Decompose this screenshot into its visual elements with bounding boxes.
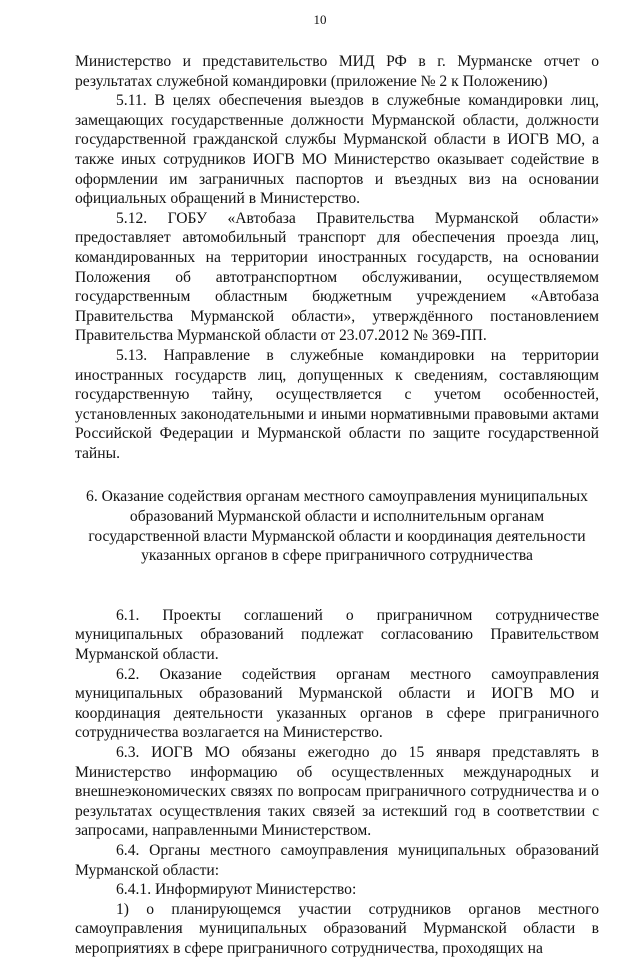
paragraph-6-3: 6.3. ИОГВ МО обязаны ежегодно до 15 января представлять в Министерство информацию об осуществленных международных и внешнеэкономических связях по вопросам приграничного сотрудничества и о результатах осуществления таких связей за истекший год в соответствии с запросами, направленными Министерством.: [75, 744, 599, 840]
paragraph-6-4-1-item-1: 1) о планирующемся участии сотрудников органов местного самоуправления муниципальных образований Мурманской области в мероприятиях в сфере приграничного сотрудничества, проходящих на: [75, 900, 599, 957]
document-body: [75, 52, 599, 959]
paragraph-6-4: 6.4. Органы местного самоуправления муниципальных образований Мурманской области:: [75, 841, 599, 879]
paragraph-5-11: 5.11. В целях обеспечения выездов в служебные командировки лиц, замещающих государственные должности Мурманской области, должности государственной гражданской службы Мурманской области в ИОГВ МО, а также иных сотрудников ИОГВ МО Министерство оказывает содействие в оформлении им заграничных паспортов и въездных виз на основании официальных обращений в Министерство.: [75, 92, 599, 208]
section-heading: 6. Оказание содействия органам местного самоуправления муниципальных образований Мурманской области и исполнительным органам государственной власти Мурманской области и координация деятельности указанных органов в сфере приграничного сотрудничества: [86, 488, 588, 565]
paragraph-5-13: 5.13. Направление в служебные командировки на территории иностранных государств лиц, допущенных к сведениям, составляющим государственную тайну, осуществляется с учетом особенностей, установленных законодательными и иными нормативными правовыми актами Российской Федерации и Мурманской области по защите государственной тайны.: [75, 346, 599, 462]
paragraph-6-1: 6.1. Проекты соглашений о приграничном сотрудничестве муниципальных образований подлежат согласованию Правительством Мурманской области.: [75, 606, 599, 664]
paragraph-continuation: Министерство и представительство МИД РФ в г. Мурманске отчет о результатах служебной командировки (приложение № 2 к Положению): [75, 53, 599, 90]
paragraph-6-2: 6.2. Оказание содействия органам местного самоуправления муниципальных образований Мурманской области и ИОГВ МО и координация деятельности указанных органов в сфере приграничного сотрудничества возлагается на Министерство.: [75, 665, 599, 742]
paragraph-5-12: 5.12. ГОБУ «Автобаза Правительства Мурманской области» предоставляет автомобильный транспорт для обеспечения проезда лиц, командированных на территории иностранных государств, на основании Положения об автотранспортном обслуживании, осуществляемом государственным областным бюджетным учреждением «Автобаза Правительства Мурманской области», утверждённого постановлением Правительства Мурманской области от 23.07.2012 № 369-ПП.: [75, 209, 599, 345]
paragraph-6-4-1: 6.4.1. Информируют Министерство:: [116, 881, 357, 899]
page-number: 10: [313, 12, 327, 27]
